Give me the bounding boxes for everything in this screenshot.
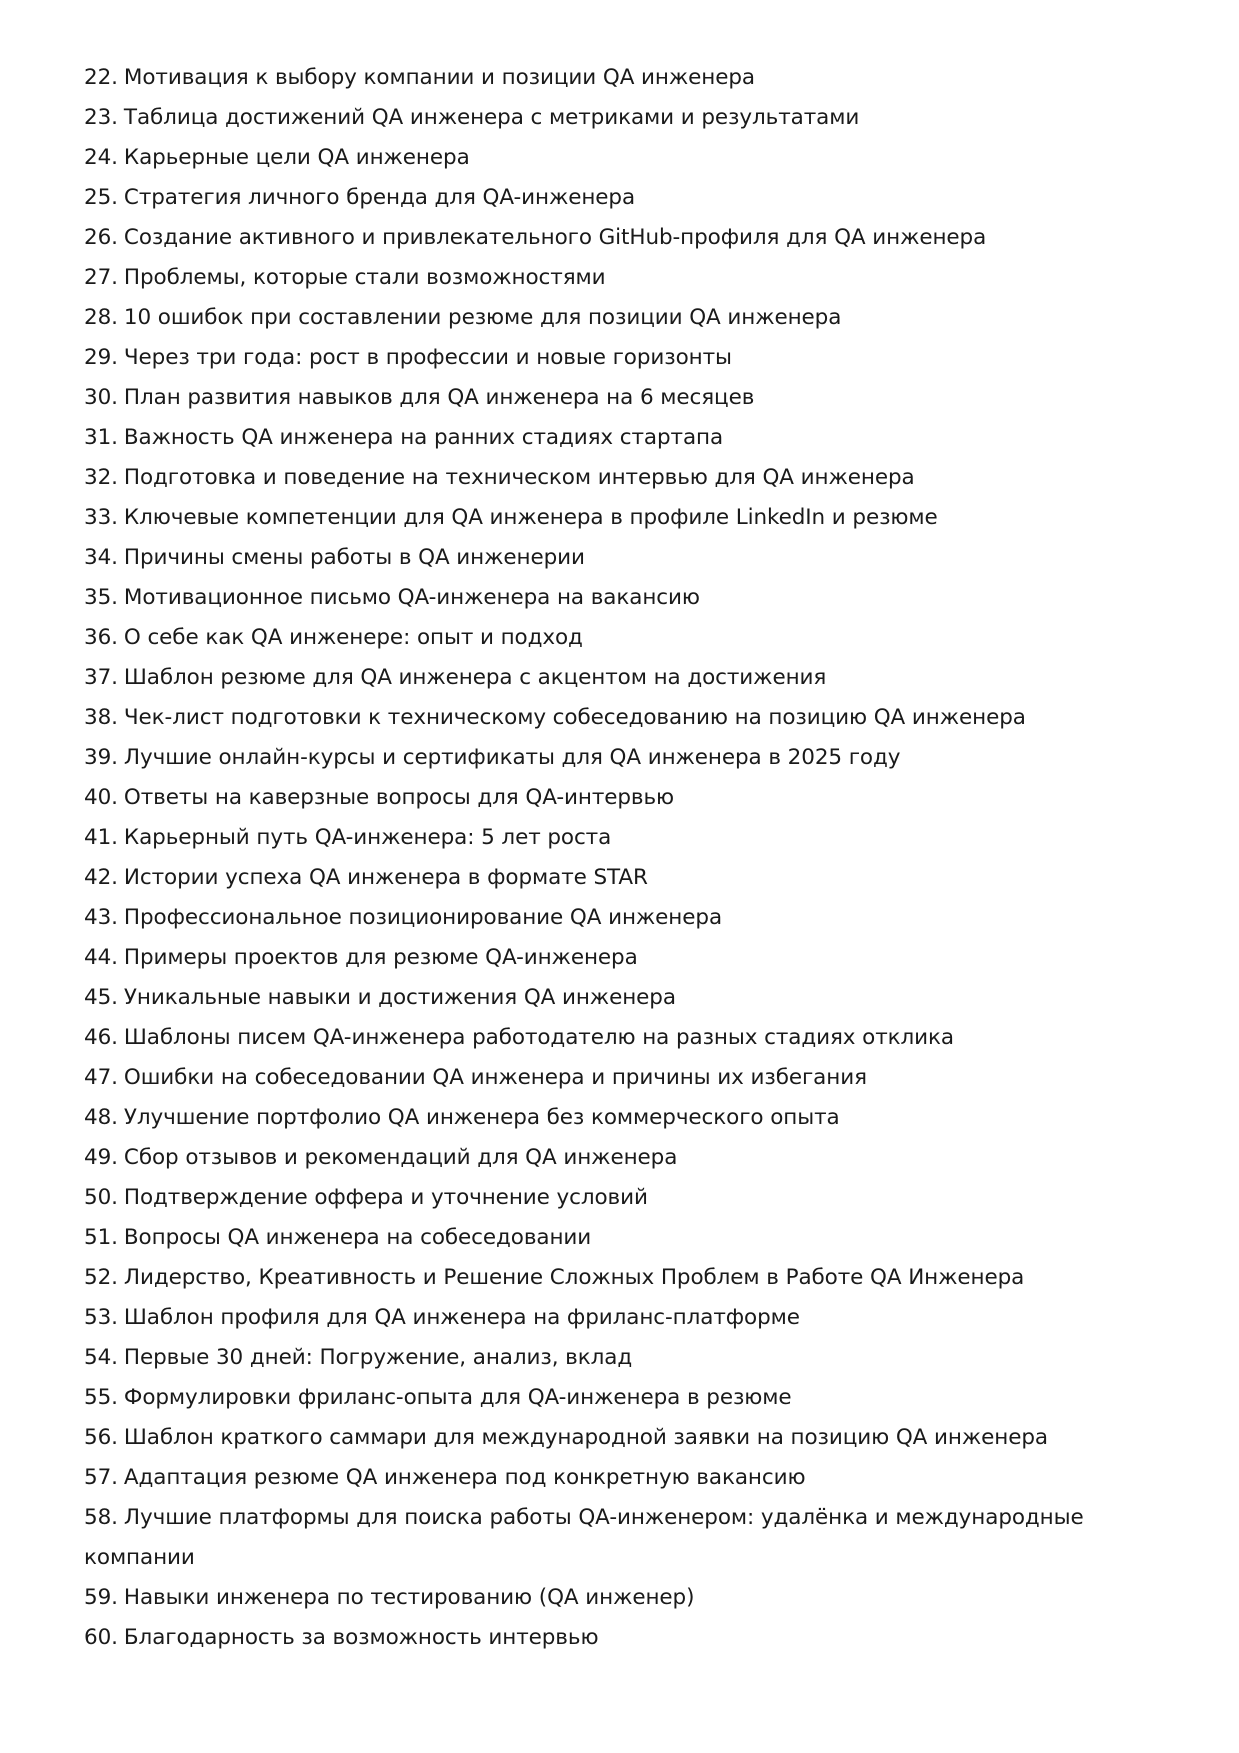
- toc-item: [84, 858, 1149, 898]
- toc-item-number: 37.: [84, 665, 118, 690]
- toc-item-number: 23.: [84, 105, 118, 130]
- toc-item-title: Причины смены работы в QA инженерии: [123, 545, 585, 570]
- toc-item-title: 10 ошибок при составлении резюме для позиции QA инженера: [123, 305, 842, 330]
- toc-item-number: 48.: [84, 1105, 118, 1130]
- toc-item-number: 46.: [84, 1025, 118, 1050]
- toc-item: [84, 338, 1149, 378]
- toc-item: [84, 1138, 1149, 1178]
- toc-item-title: Стратегия личного бренда для QA-инженера: [123, 185, 636, 210]
- toc-item: [84, 818, 1149, 858]
- toc-item-title: Сбор отзывов и рекомендаций для QA инженера: [123, 1145, 678, 1170]
- toc-item-title: Навыки инженера по тестированию (QA инженер): [123, 1585, 695, 1610]
- toc-item: [84, 1058, 1149, 1098]
- toc-item: [84, 1298, 1149, 1338]
- toc-item-number: 47.: [84, 1065, 118, 1090]
- toc-item-title: Лучшие онлайн-курсы и сертификаты для QA инженера в 2025 году: [123, 745, 901, 770]
- toc-item-number: 49.: [84, 1145, 118, 1170]
- toc-item: [84, 378, 1149, 418]
- toc-item-number: 53.: [84, 1305, 118, 1330]
- toc-item-number: 42.: [84, 865, 118, 890]
- toc-item-number: 44.: [84, 945, 118, 970]
- toc-item-title: Формулировки фриланс-опыта для QA-инженера в резюме: [123, 1385, 792, 1410]
- toc-item-number: 50.: [84, 1185, 118, 1210]
- toc-item-title: Лучшие платформы для поиска работы QA-инженером: удалёнка и международные компании: [84, 1505, 1084, 1570]
- toc-item-title: Подготовка и поведение на техническом интервью для QA инженера: [123, 465, 915, 490]
- toc-item: [84, 1378, 1149, 1418]
- toc-item-title: Профессиональное позиционирование QA инженера: [123, 905, 723, 930]
- toc-item-title: Истории успеха QA инженера в формате STAR: [123, 865, 648, 890]
- toc-item: [84, 1458, 1149, 1498]
- toc-item: [84, 1578, 1149, 1618]
- toc-item-number: 31.: [84, 425, 118, 450]
- toc-item: [84, 578, 1149, 618]
- toc-item-number: 34.: [84, 545, 118, 570]
- toc-item-title: Лидерство, Креативность и Решение Сложных Проблем в Работе QA Инженера: [123, 1265, 1025, 1290]
- toc-item-title: Шаблоны писем QA-инженера работодателю на разных стадиях отклика: [123, 1025, 954, 1050]
- toc-item-title: Шаблон резюме для QA инженера с акцентом на достижения: [123, 665, 827, 690]
- toc-item: [84, 258, 1149, 298]
- toc-item-number: 39.: [84, 745, 118, 770]
- toc-item: [84, 498, 1149, 538]
- toc-item: [84, 1018, 1149, 1058]
- toc-item-number: 52.: [84, 1265, 118, 1290]
- toc-item-title: Шаблон профиля для QA инженера на фриланс-платформе: [123, 1305, 800, 1330]
- toc-item-number: 40.: [84, 785, 118, 810]
- toc-item-number: 26.: [84, 225, 118, 250]
- toc-item-number: 24.: [84, 145, 118, 170]
- toc-item: [84, 1178, 1149, 1218]
- toc-item: [84, 778, 1149, 818]
- toc-item: [84, 1418, 1149, 1458]
- toc-item-number: 30.: [84, 385, 118, 410]
- toc-item: [84, 898, 1149, 938]
- toc-item-title: Первые 30 дней: Погружение, анализ, вклад: [123, 1345, 633, 1370]
- toc-item-title: Создание активного и привлекательного GitHub-профиля для QA инженера: [123, 225, 987, 250]
- toc-item-title: Мотивация к выбору компании и позиции QA инженера: [123, 65, 755, 90]
- toc-item-title: Благодарность за возможность интервью: [123, 1625, 599, 1650]
- toc-item-title: Примеры проектов для резюме QA-инженера: [123, 945, 638, 970]
- toc-item: [84, 58, 1149, 98]
- toc-item-number: 28.: [84, 305, 118, 330]
- toc-item-title: Ошибки на собеседовании QA инженера и причины их избегания: [123, 1065, 867, 1090]
- toc-item-number: 22.: [84, 65, 118, 90]
- toc-item-title: Подтверждение оффера и уточнение условий: [123, 1185, 648, 1210]
- toc-item-title: Ключевые компетенции для QA инженера в профиле LinkedIn и резюме: [123, 505, 938, 530]
- toc-item-title: Через три года: рост в профессии и новые горизонты: [123, 345, 732, 370]
- toc-item-number: 29.: [84, 345, 118, 370]
- toc-item: [84, 1498, 1149, 1578]
- toc-item-number: 54.: [84, 1345, 118, 1370]
- toc-item: [84, 298, 1149, 338]
- toc-list: [84, 58, 1149, 1658]
- toc-item-number: 35.: [84, 585, 118, 610]
- toc-item-number: 59.: [84, 1585, 118, 1610]
- toc-item: [84, 1218, 1149, 1258]
- toc-item-number: 41.: [84, 825, 118, 850]
- toc-item-title: Карьерный путь QA-инженера: 5 лет роста: [123, 825, 612, 850]
- toc-item-number: 38.: [84, 705, 118, 730]
- toc-item-number: 25.: [84, 185, 118, 210]
- toc-item-number: 36.: [84, 625, 118, 650]
- toc-item-number: 60.: [84, 1625, 118, 1650]
- toc-item: [84, 658, 1149, 698]
- toc-item: [84, 1098, 1149, 1138]
- toc-item-title: О себе как QA инженере: опыт и подход: [123, 625, 583, 650]
- toc-item-title: Карьерные цели QA инженера: [123, 145, 470, 170]
- toc-item-title: Проблемы, которые стали возможностями: [123, 265, 606, 290]
- toc-item-number: 58.: [84, 1505, 118, 1530]
- toc-item-title: Уникальные навыки и достижения QA инженера: [123, 985, 676, 1010]
- toc-item: [84, 698, 1149, 738]
- toc-item-number: 32.: [84, 465, 118, 490]
- toc-item: [84, 138, 1149, 178]
- toc-item-title: Важность QA инженера на ранних стадиях стартапа: [123, 425, 724, 450]
- toc-item-number: 45.: [84, 985, 118, 1010]
- toc-item: [84, 418, 1149, 458]
- toc-item-title: Шаблон краткого саммари для международной заявки на позицию QA инженера: [123, 1425, 1048, 1450]
- toc-item-title: План развития навыков для QA инженера на 6 месяцев: [123, 385, 755, 410]
- toc-item-number: 55.: [84, 1385, 118, 1410]
- toc-item: [84, 1258, 1149, 1298]
- toc-item-title: Таблица достижений QA инженера с метриками и результатами: [123, 105, 860, 130]
- toc-item: [84, 538, 1149, 578]
- toc-item-title: Адаптация резюме QA инженера под конкретную вакансию: [123, 1465, 806, 1490]
- toc-item-title: Улучшение портфолио QA инженера без коммерческого опыта: [123, 1105, 840, 1130]
- toc-item: [84, 458, 1149, 498]
- toc-item: [84, 738, 1149, 778]
- toc-item: [84, 98, 1149, 138]
- toc-item: [84, 978, 1149, 1018]
- toc-item-number: 51.: [84, 1225, 118, 1250]
- toc-item: [84, 178, 1149, 218]
- toc-item-number: 56.: [84, 1425, 118, 1450]
- toc-item-number: 27.: [84, 265, 118, 290]
- toc-item-number: 33.: [84, 505, 118, 530]
- toc-item-number: 43.: [84, 905, 118, 930]
- toc-item-number: 57.: [84, 1465, 118, 1490]
- toc-item-title: Мотивационное письмо QA-инженера на вакансию: [123, 585, 700, 610]
- toc-item-title: Ответы на каверзные вопросы для QA-интервью: [123, 785, 675, 810]
- toc-item: [84, 1338, 1149, 1378]
- toc-item: [84, 218, 1149, 258]
- toc-item: [84, 938, 1149, 978]
- toc-item-title: Чек-лист подготовки к техническому собеседованию на позицию QA инженера: [123, 705, 1026, 730]
- toc-item: [84, 618, 1149, 658]
- toc-item-title: Вопросы QA инженера на собеседовании: [123, 1225, 592, 1250]
- toc-item: [84, 1618, 1149, 1658]
